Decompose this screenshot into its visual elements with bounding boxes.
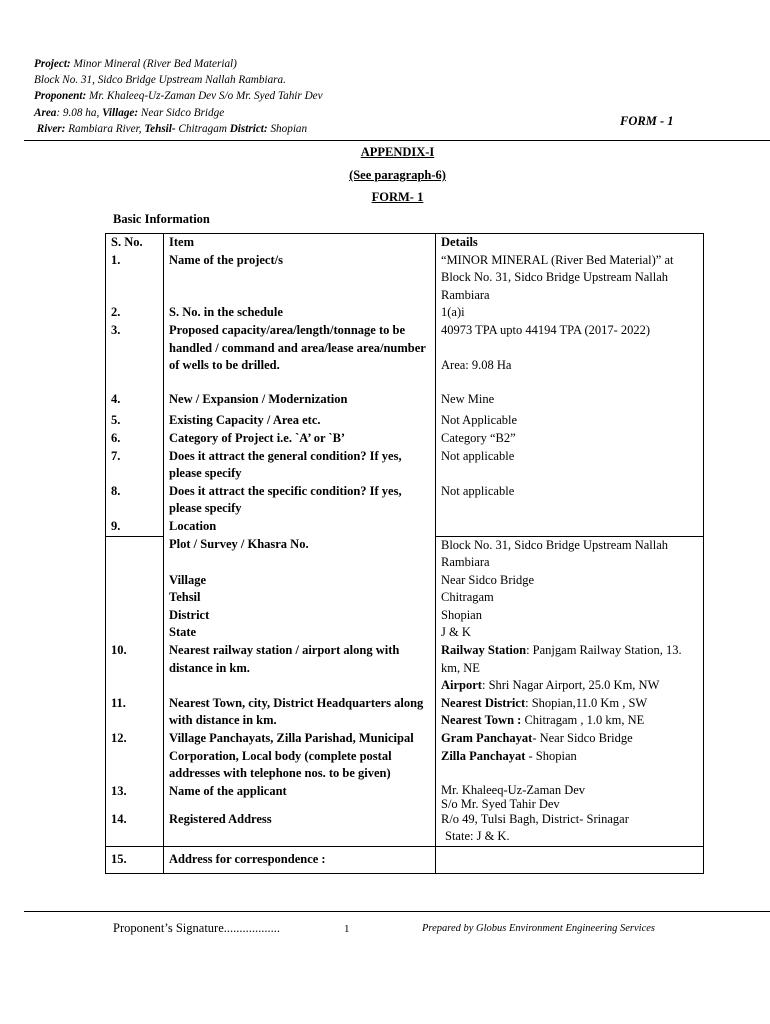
- header-details: Details: [436, 234, 704, 252]
- area-value: Area: 9.08 Ha: [441, 357, 512, 372]
- row-item: New / Expansion / Modernization: [164, 391, 436, 409]
- document-header: [34, 56, 323, 137]
- row-item: Village: [164, 572, 436, 590]
- location-row-village: [106, 572, 704, 590]
- row-number: 14.: [106, 811, 164, 847]
- row-item: Nearest Town, city, District Headquarters along with distance in km.: [164, 695, 436, 730]
- row-number: 15.: [106, 847, 164, 874]
- table-row: [106, 847, 704, 874]
- row-details: Not Applicable: [436, 412, 704, 430]
- row-item: Category of Project i.e. `A’ or `B’: [164, 430, 436, 448]
- table-row: [106, 811, 704, 847]
- row-details: “MINOR MINERAL (River Bed Material)” at Block No. 31, Sidco Bridge Upstream Nallah Rambiara: [436, 252, 704, 305]
- form-label: FORM - 1: [620, 114, 674, 128]
- row-item: District: [164, 607, 436, 625]
- row-item: Existing Capacity / Area etc.: [164, 412, 436, 430]
- header-item: Item: [164, 234, 436, 252]
- row-number: 4.: [106, 391, 164, 409]
- table-row: [106, 695, 704, 730]
- proponent-signature: Proponent’s Signature..................: [113, 921, 281, 935]
- row-details: Shopian: [436, 607, 704, 625]
- table-row: [106, 304, 704, 322]
- row-number: 1.: [106, 252, 164, 305]
- row-details: Block No. 31, Sidco Bridge Upstream Nallah Rambiara: [436, 536, 704, 572]
- row-number: 7.: [106, 448, 164, 483]
- table-row: [106, 322, 704, 375]
- row-item: Tehsil: [164, 589, 436, 607]
- row-details: Gram Panchayat- Near Sidco Bridge Zilla Panchayat - Shopian: [436, 730, 704, 783]
- row-item: Does it attract the specific condition? If yes, please specify: [164, 483, 436, 518]
- row-details: [436, 847, 704, 874]
- row-item: Address for correspondence :: [164, 847, 436, 874]
- footer-divider: [24, 911, 770, 912]
- row-item: State: [164, 624, 436, 642]
- capacity-value: 40973 TPA upto 44194 TPA (2017- 2022): [441, 322, 651, 337]
- row-details: Not applicable: [436, 448, 704, 483]
- location-row-district: [106, 607, 704, 625]
- row-number: 2.: [106, 304, 164, 322]
- appendix-title: APPENDIX-I: [360, 145, 435, 159]
- row-number: 12.: [106, 730, 164, 783]
- row-number: 11.: [106, 695, 164, 730]
- row-details: Category “B2”: [436, 430, 704, 448]
- row-item: S. No. in the schedule: [164, 304, 436, 322]
- table-row: [106, 430, 704, 448]
- location-row-tehsil: [106, 589, 704, 607]
- form-title: FORM- 1: [371, 190, 424, 204]
- table-row: [106, 412, 704, 430]
- row-details: 1(a)i: [436, 304, 704, 322]
- row-number: 6.: [106, 430, 164, 448]
- row-number: 9.: [106, 518, 164, 536]
- table-row: [106, 642, 704, 695]
- basic-information-heading: Basic Information: [113, 212, 210, 226]
- prepared-by: Prepared by Globus Environment Engineering Services: [422, 923, 655, 934]
- row-number: 13.: [106, 783, 164, 811]
- table-row: [106, 518, 704, 536]
- row-details: New Mine: [436, 391, 704, 409]
- table-row: [106, 252, 704, 305]
- header-divider: [24, 140, 770, 141]
- row-details: Nearest District: Shopian,11.0 Km , SW Nearest Town : Chitragam , 1.0 km, NE: [436, 695, 704, 730]
- row-number: 5.: [106, 412, 164, 430]
- row-details: Chitragam: [436, 589, 704, 607]
- row-item: Proposed capacity/area/length/tonnage to be handled / command and area/lease area/number of wells to be drilled.: [164, 322, 436, 375]
- header-area-line: Area: 9.08 ha, Village: Near Sidco Bridge: [34, 106, 225, 119]
- page-number: 1: [344, 923, 350, 935]
- row-details: Not applicable: [436, 483, 704, 518]
- location-row-plot: [106, 536, 704, 572]
- row-details: [436, 322, 704, 375]
- header-river-line: River: Rambiara River, Tehsil- Chitragam District: Shopian: [36, 122, 308, 135]
- row-details: Railway Station: Panjgam Railway Station, 13. km, NE Airport: Shri Nagar Airport, 25.0 Km, NW: [436, 642, 704, 695]
- table-row: [106, 448, 704, 483]
- basic-info-table: [105, 233, 704, 874]
- row-details: J & K: [436, 624, 704, 642]
- row-item: Name of the project/s: [164, 252, 436, 305]
- header-sno: S. No.: [106, 234, 164, 252]
- table-row: [106, 783, 704, 811]
- row-details: R/o 49, Tulsi Bagh, District- Srinagar State: J & K.: [436, 811, 704, 847]
- row-details: Near Sidco Bridge: [436, 572, 704, 590]
- location-row-state: [106, 624, 704, 642]
- row-item: Registered Address: [164, 811, 436, 847]
- table-header-row: [106, 234, 704, 252]
- see-paragraph: (See paragraph-6): [349, 168, 446, 182]
- header-project-line: Project: Minor Mineral (River Bed Material): [34, 58, 237, 70]
- table-row: [106, 730, 704, 783]
- row-details: Mr. Khaleeq-Uz-Zaman Dev S/o Mr. Syed Tahir Dev: [436, 783, 704, 811]
- row-number: 3.: [106, 322, 164, 375]
- row-number: 10.: [106, 642, 164, 695]
- table-row: [106, 483, 704, 518]
- row-item: Nearest railway station / airport along with distance in km.: [164, 642, 436, 695]
- row-item: Name of the applicant: [164, 783, 436, 811]
- row-item: Village Panchayats, Zilla Parishad, Municipal Corporation, Local body (complete postal addresses with telephone nos. to be given): [164, 730, 436, 783]
- row-number: 8.: [106, 483, 164, 518]
- row-item: Location: [164, 518, 436, 536]
- row-item: Does it attract the general condition? If yes, please specify: [164, 448, 436, 483]
- row-item: Plot / Survey / Khasra No.: [164, 536, 436, 572]
- header-block-line: Block No. 31, Sidco Bridge Upstream Nallah Rambiara.: [34, 74, 286, 87]
- table-spacer: [106, 375, 704, 391]
- header-proponent-line: Proponent: Mr. Khaleeq-Uz-Zaman Dev S/o Mr. Syed Tahir Dev: [34, 90, 323, 103]
- table-row: [106, 391, 704, 409]
